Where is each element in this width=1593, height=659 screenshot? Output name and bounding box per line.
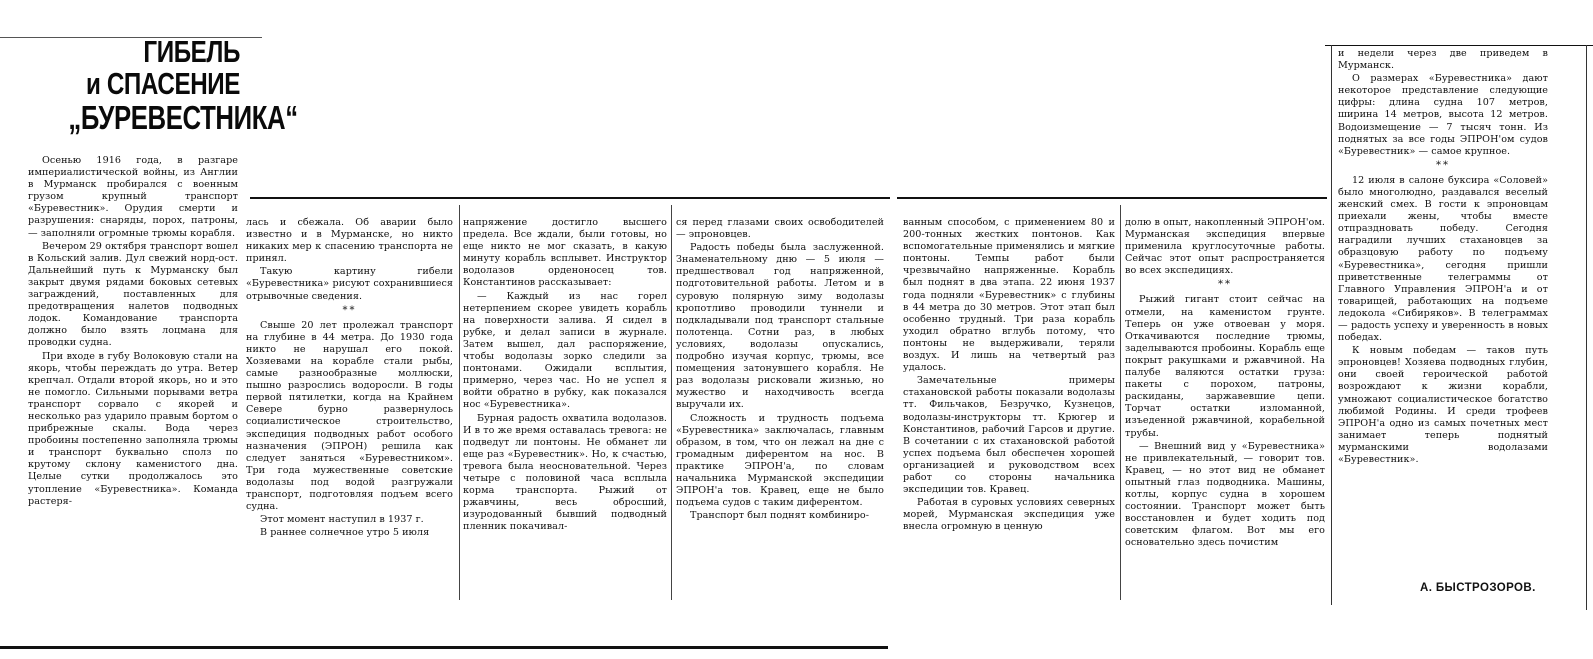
paragraph: напряжение достигло высшего предела. Все ждали, были готовы, но еще никто не мог сказать, в какую минуту корабль всплывет. Инструктор водолазов орденоносец тов. Константинов рассказывает: (463, 217, 667, 289)
paragraph: Замечательные примеры стахановской работы показали водолазы тт. Фильчаков, Безручко, Кузнецов, водолазы-инструкторы тт. Крюгер и Константинов, рабочий Гарсов и другие. В сочетании с их стахановской работой успех подъема был обеспечен хорошей организацией и руководством всех работ со стороны начальника экспедиции тов. Кравец. (903, 375, 1115, 496)
col-divider-5 (1120, 205, 1121, 600)
top-rule-right (1325, 45, 1593, 46)
article-column-4 (676, 217, 884, 602)
mid-rule-1 (250, 197, 890, 199)
mid-rule-2 (897, 197, 1327, 199)
paragraph: Осенью 1916 года, в разгаре империалистической войны, из Англии в Мурманск пробирался с военным грузом крупный транспорт «Буревестник». Орудия смерти и разрушения: снаряды, порох, патроны, — заполняли огромные трюмы корабля. (28, 155, 238, 239)
paragraph: Транспорт был поднят комбиниро- (690, 510, 870, 522)
paragraph: О размерах «Буревестника» дают некоторое представление следующие цифры: длина судна 107 метров, ширина 14 метров, высота 12 метров. Водоизмещение — 7 тысяч тонн. Из поднятых за все годы ЭПРОН'ом судов «Буревестник» — самое крупное. (1338, 73, 1548, 157)
paragraph: В раннее солнечное утро 5 июля (260, 527, 430, 539)
headline (20, 34, 298, 136)
paragraph: ся перед глазами своих освободителей — эпроновцев. (676, 217, 884, 241)
section-stars: ** (1218, 279, 1232, 291)
paragraph: При входе в губу Волоковую стали на якорь, чтобы переждать до утра. Ветер крепчал. Отдали второй якорь, но и это не помогло. Сильными порывами ветра транспорт сорвало с якорей и несколько раз ударило правым бортом о прибрежные скалы. Вода через пробоины постепенно заполняла трюмы и транспорт буквально сполз по крутому склону каменистого дна. Целые сутки продолжалось это утопление «Буревестника». Команда растеря- (28, 350, 238, 507)
article-column-7 (1338, 48, 1548, 576)
section-stars: ** (1436, 159, 1450, 171)
bottom-rule (0, 646, 888, 649)
article-column-3 (463, 217, 667, 602)
paragraph: Свыше 20 лет пролежал транспорт на глубине в 44 метра. До 1930 года никто не нарушал его покой. Хозяевами на корабле стали рыбы, самые разнообразные моллюски, пышно разрослись водоросли. В годы первой пятилетки, когда на Крайнем Севере бурно развернулось социалистическое строительство, экспедиция подводных работ особого назначения (ЭПРОН) решила как следует заняться «Буревестником». Три года мужественные советские водолазы под водой разгружали транспорт, подготовляя подъем всего судна. (246, 319, 453, 513)
col-divider-right (1586, 45, 1587, 610)
paragraph: 12 июля в салоне буксира «Соловей» было многолюдно, раздавался веселый женский смех. В гости к эпроновцам приехали жены, чтобы вместе отпраздновать победу. Сегодня наградили лучших стахановцев за образцовую работу по подъему «Буревестника», сегодня пришли приветственные телеграммы от Главного Управления ЭПРОН'а и от товарищей, работающих на подъеме ледокола «Сибиряков». В телеграммах — радость успеху и уверенность в новых победах. (1338, 174, 1548, 344)
paragraph: К новым победам — таков путь эпроновцев! Хозяева подводных глубин, они своей героической работой возрождают к жизни корабли, умножают социалистическое богатство любимой Родины. И среди трофеев ЭПРОН'а одно из самых почетных мест занимает теперь поднятый мурманскими водолазами «Буревестник». (1338, 345, 1548, 465)
headline-line-2: и СПАСЕНИЕ (86, 66, 240, 101)
paragraph: Этот момент наступил в 1937 г. (260, 514, 424, 526)
author-signature: А. БЫСТРОЗОРОВ. (1420, 582, 1536, 594)
paragraph: лась и сбежала. Об аварии было известно и в Мурманске, но никто никаких мер к спасению транспорта не принял. (246, 217, 453, 265)
col-divider-2 (459, 205, 460, 600)
article-column-5 (903, 217, 1115, 602)
section-stars: ** (342, 304, 357, 316)
paragraph: Работая в суровых условиях северных морей, Мурманская экспедиция уже внесла огромную в ценную (903, 497, 1115, 533)
paragraph: Радость победы была заслуженной. Знаменательному дню — 5 июля — предшествовал год напряженной, подготовительной работы. Летом и в суровую полярную зиму водолазы кропотливо проводили туннели и подкладывали под транспорт стальные полотенца. Сотни раз, в любых условиях, водолазы опускались, подробно изучая корпус, трюмы, все помещения затонувшего корабля. Не раз водолазы рисковали жизнью, но мужество и находчивость всегда выручали их. (676, 242, 884, 411)
paragraph: Вечером 29 октября транспорт вошел в Кольский залив. Дул свежий норд-ост. Дальнейший путь к Мурманску был закрыт двумя рядами боковых сетевых заграждений, поставленных для предотвращения налетов подводных лодок. Командование транспорта должно было взять лоцмана для проводки судна. (28, 240, 238, 349)
paragraph: Бурная радость охватила водолазов. И в то же время оставалась тревога: не подведут ли понтоны. Не обманет ли еще раз «Буревестник». Но, к счастью, тревога была неосновательной. Через четыре с половиной часа всплыла корма транспорта. Рыжий от ржавчины, весь обросший, изуродованный бывший подводный пленник покачивал- (463, 412, 667, 533)
paragraph: долю в опыт, накопленный ЭПРОН'ом. Мурманская экспедиция впервые применила круглосуточные работы. Сейчас этот опыт распространяется во всех экспедициях. (1125, 217, 1325, 277)
paragraph: и недели через две приведем в Мурманск. (1338, 48, 1548, 72)
headline-line-3: „БУРЕВЕСТНИКА“ (68, 99, 298, 136)
paragraph: — Внешний вид у «Буревестника» не привлекательный, — говорит тов. Кравец, — но этот вид не обманет опытный глаз подводника. Машины, котлы, корпус судна в хорошем состоянии. Транспорт может быть восстановлен и будет ходить под советским флагом. Вот мы его основательно здесь почистим (1125, 440, 1325, 549)
paragraph: Сложность и трудность подъема «Буревестника» заключалась, главным образом, в том, что он лежал на дне с громадным диферентом на нос. В практике ЭПРОН'а, по словам начальника Мурманской экспедиции ЭПРОН'а тов. Кравец, еще не было подъема судов с таким диферентом. (676, 412, 884, 509)
col-divider-3 (671, 205, 672, 600)
paragraph: ванным способом, с применением 80 и 200-тонных жестких понтонов. Как вспомогательные применялись и мягкие понтоны. Темпы работ были чрезвычайно напряженные. Корабль был поднят в два этапа. 22 июня 1937 года подняли «Буревестник» с глубины в 44 метра до 30 метров. Этот этап был особенно трудный. Три раза корабль уходил обратно вглубь потому, что понтоны не выдерживали, теряли воздух. И лишь на четвертый раз удалось. (903, 217, 1115, 374)
article-column-1 (28, 155, 238, 605)
headline-line-1: ГИБЕЛЬ (143, 34, 240, 69)
paragraph: Рыжий гигант стоит сейчас на отмели, на каменистом грунте. Теперь он уже отвоеван у моря. Откачиваются последние трюмы, заделываются пробоины. Корабль еще покрыт ракушками и ржавчиной. На палубе валяются остатки груза: пакеты с порохом, патроны, раскиданы, заржавевшие цепи. Торчат остатки изломанной, изъеденной ржавчиной, корабельной трубы. (1125, 294, 1325, 439)
col-divider-7 (1331, 45, 1332, 605)
article-column-6 (1125, 217, 1325, 602)
paragraph: — Каждый из нас горел нетерпением скорее увидеть корабль на поверхности залива. Я сидел в рубке, и делал записи в журнале. Затем вышел, дал распоряжение, чтобы водолазы зорко следили за понтонами. Ожидали всплытия, примерно, через час. Но не успел я войти обратно в рубку, как показался нос «Буревестника». (463, 290, 667, 411)
article-column-2 (246, 217, 453, 602)
paragraph: Такую картину гибели «Буревестника» рисуют сохранившиеся отрывочные сведения. (246, 266, 453, 302)
